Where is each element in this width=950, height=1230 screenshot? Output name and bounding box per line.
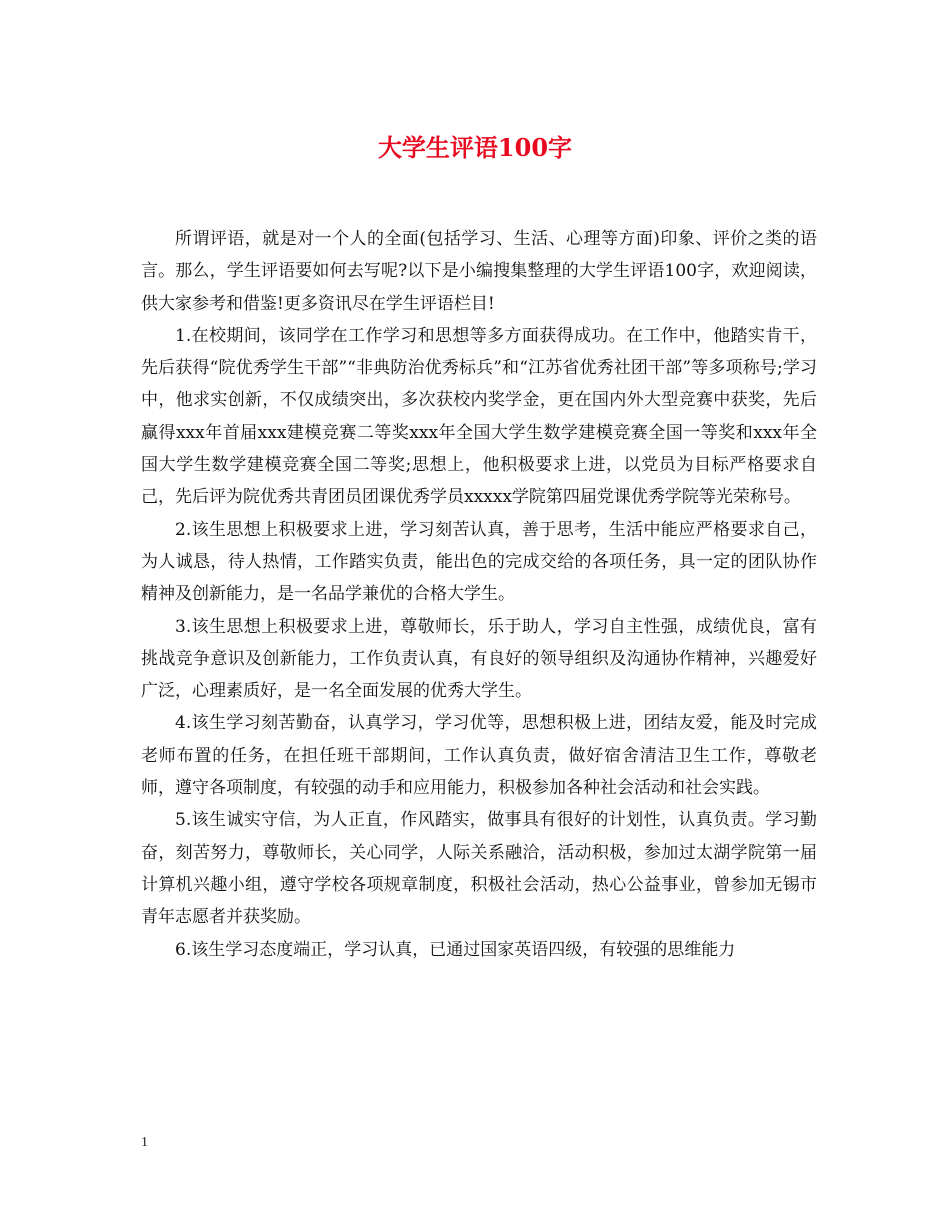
paragraph-comment-4: 4.该生学习刻苦勤奋，认真学习，学习优等，思想积极上进，团结友爱，能及时完成老师布置的任务，在担任班干部期间，工作认真负责，做好宿舍清洁卫生工作，尊敬老师，遵守各项制度，有较强的动手和应用能力，积极参加各种社会活动和社会实践。 — [141, 713, 817, 799]
paragraph-comment-5: 5.该生诚实守信，为人正直，作风踏实，做事具有很好的计划性，认真负责。学习勤奋，刻苦努力，尊敬师长，关心同学，人际关系融洽，活动积极，参加过太湖学院第一届计算机兴趣小组，遵守学校各项规章制度，积极社会活动，热心公益事业，曾参加无锡市青年志愿者并获奖励。 — [141, 810, 817, 928]
paragraph-comment-1: 1.在校期间，该同学在工作学习和思想等多方面获得成功。在工作中，他踏实肯干，先后获得“院优秀学生干部”“非典防治优秀标兵”和“江苏省优秀社团干部”等多项称号;学习中，他求实创新，不仅成绩突出，多次获校内奖学金，更在国内外大型竞赛中获奖，先后赢得xxx年首届xxx建模竞赛二等奖xxx年全国大学生数学建模竞赛全国一等奖和xxx年全国大学生数学建模竞赛全国二等奖;思想上，他积极要求上进，以党员为目标严格要求自己，先后评为院优秀共青团员团课优秀学员xxxxx学院第四届党课优秀学院等光荣称号。 — [141, 325, 817, 508]
paragraph-comment-6: 6.该生学习态度端正，学习认真，已通过国家英语四级，有较强的思维能力 — [175, 939, 736, 960]
document-body — [141, 223, 817, 966]
document-title: 大学生评语100字 — [377, 133, 573, 162]
paragraph-comment-2: 2.该生思想上积极要求上进，学习刻苦认真，善于思考，生活中能应严格要求自己，为人诚恳，待人热情，工作踏实负责，能出色的完成交给的各项任务，具一定的团队协作精神及创新能力，是一名品学兼优的合格大学生。 — [141, 519, 817, 605]
paragraph-comment-3: 3.该生思想上积极要求上进，尊敬师长，乐于助人，学习自主性强，成绩优良，富有挑战竞争意识及创新能力，工作负责认真，有良好的领导组织及沟通协作精神，兴趣爱好广泛，心理素质好，是一名全面发展的优秀大学生。 — [141, 616, 817, 702]
page-number: 1 — [141, 1135, 148, 1150]
paragraph-intro: 所谓评语，就是对一个人的全面(包括学习、生活、心理等方面)印象、评价之类的语言。那么，学生评语要如何去写呢?以下是小编搜集整理的大学生评语100字，欢迎阅读，供大家参考和借鉴!更多资讯尽在学生评语栏目! — [141, 229, 817, 314]
